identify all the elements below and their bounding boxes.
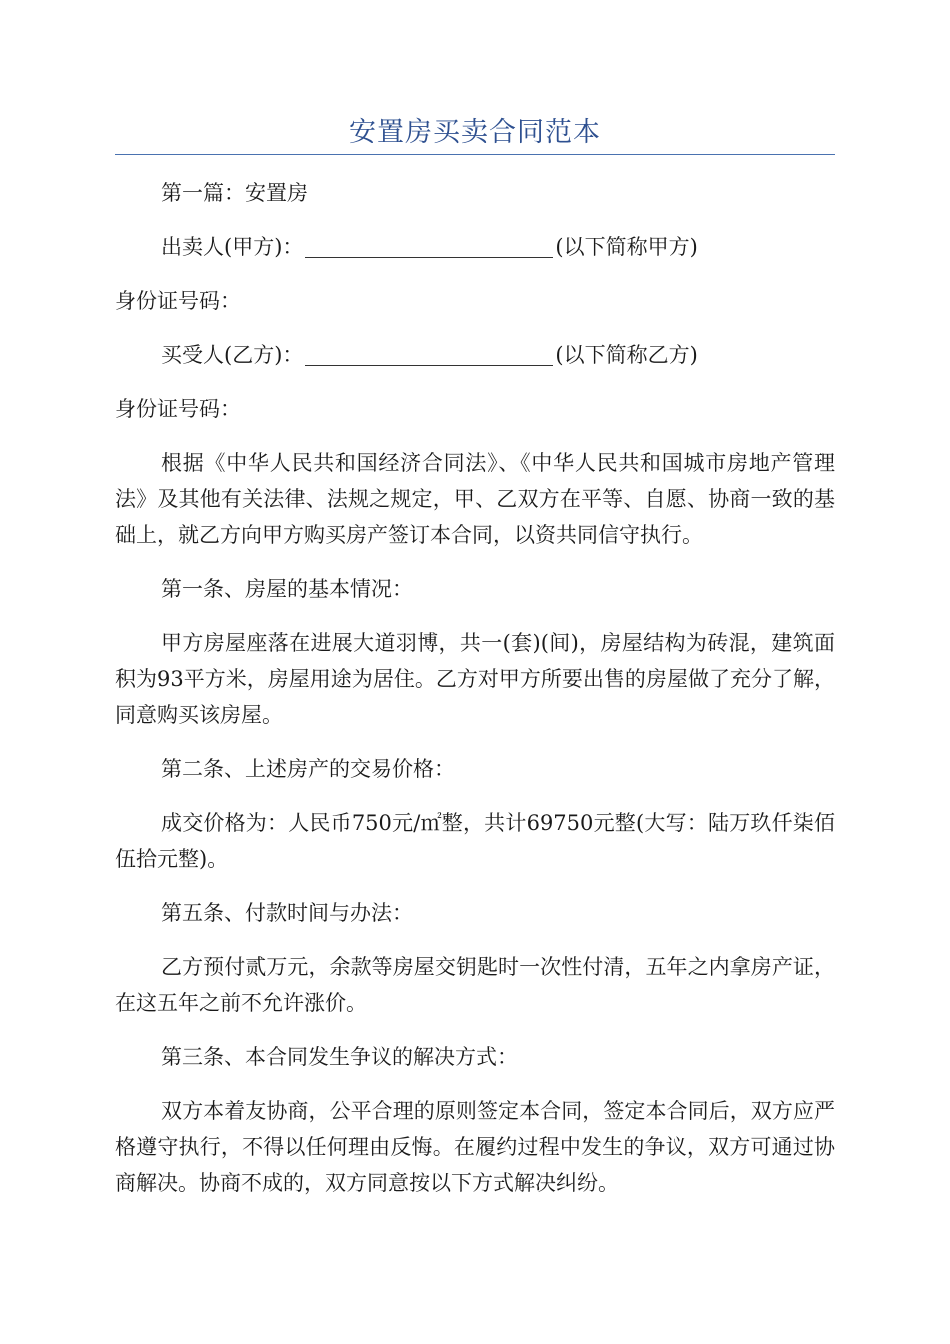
document-title: 安置房买卖合同范本: [349, 117, 601, 148]
seller-line: [115, 229, 835, 265]
seller-label: 出卖人(甲方)：: [161, 235, 304, 259]
title-underline: [115, 154, 835, 155]
buyer-line: [115, 337, 835, 373]
buyer-suffix: (以下简称乙方): [555, 343, 698, 367]
buyer-name-blank[interactable]: [305, 341, 553, 366]
article-3-heading: 第三条、本合同发生争议的解决方式：: [161, 1045, 518, 1069]
seller-suffix: (以下简称甲方): [555, 235, 698, 259]
article-2-paragraph: 成交价格为：人民币750元/㎡整，共计69750元整(大写：陆万玖仟柒佰伍拾元整)。: [115, 811, 835, 871]
article-3-paragraph: 双方本着友协商，公平合理的原则签定本合同，签定本合同后，双方应严格遵守执行，不得以任何理由反悔。在履约过程中发生的争议，双方可通过协商解决。协商不成的，双方同意按以下方式解决纠纷。: [115, 1099, 835, 1195]
section-heading-part-one: 第一篇：安置房: [161, 181, 308, 205]
seller-id-line: 身份证号码：: [115, 289, 241, 313]
buyer-label: 买受人(乙方)：: [161, 343, 304, 367]
article-5-heading: 第五条、付款时间与办法：: [161, 901, 413, 925]
document-body: [115, 175, 835, 1219]
article-2-heading: 第二条、上述房产的交易价格：: [161, 757, 455, 781]
article-5-paragraph: 乙方预付贰万元，余款等房屋交钥匙时一次性付清，五年之内拿房产证，在这五年之前不允许涨价。: [115, 955, 835, 1015]
seller-name-blank[interactable]: [305, 233, 553, 258]
buyer-id-line: 身份证号码：: [115, 397, 241, 421]
article-1-paragraph: 甲方房屋座落在进展大道羽博，共一(套)(间)，房屋结构为砖混，建筑面积为93平方米，房屋用途为居住。乙方对甲方所要出售的房屋做了充分了解，同意购买该房屋。: [115, 631, 835, 727]
preamble-paragraph: 根据《中华人民共和国经济合同法》、《中华人民共和国城市房地产管理法》及其他有关法律、法规之规定，甲、乙双方在平等、自愿、协商一致的基础上，就乙方向甲方购买房产签订本合同，以资共同信守执行。: [115, 451, 835, 547]
article-1-heading: 第一条、房屋的基本情况：: [161, 577, 413, 601]
